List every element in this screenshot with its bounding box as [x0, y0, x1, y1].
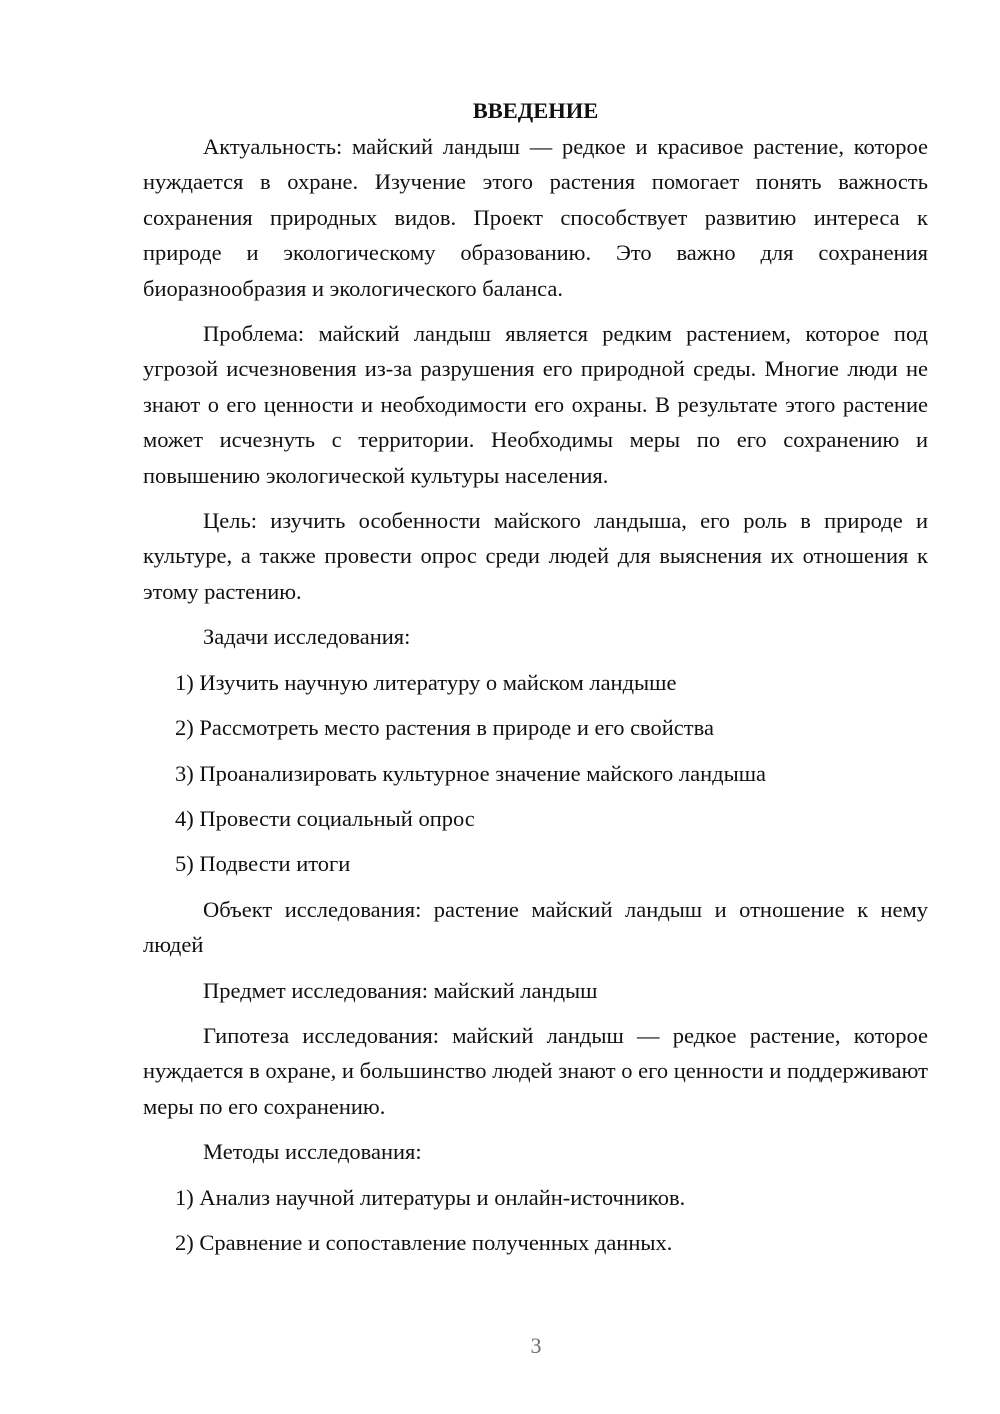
list-item: 1) Изучить научную литературу о майском ландыше — [175, 669, 677, 695]
methods-list — [143, 1180, 928, 1261]
tasks-list — [143, 665, 928, 882]
relevance-paragraph: Актуальность: майский ландыш — редкое и красивое растение, которое нуждается в охране. Изучение этого растения помогает понять важность сохранения природных видов. Проект способствует развитию интереса к природе и экологическому образованию. Это важно для сохранения биоразнообразия и экологического баланса. — [143, 134, 928, 301]
list-item: 3) Проанализировать культурное значение майского ландыша — [175, 760, 767, 786]
problem-paragraph: Проблема: майский ландыш является редким растением, которое под угрозой исчезновения из-за разрушения его природной среды. Многие люди не знают о его ценности и необходимости его охраны. В результате этого растение может исчезнуть с территории. Необходимы меры по его сохранению и повышению экологической культуры населения. — [143, 321, 928, 488]
subject-paragraph: Предмет исследования: майский ландыш — [203, 977, 598, 1003]
list-item: 1) Анализ научной литературы и онлайн-источников. — [175, 1184, 686, 1210]
page-number: 3 — [530, 1333, 542, 1358]
list-item: 2) Рассмотреть место растения в природе и его свойства — [175, 715, 714, 741]
methods-label: Методы исследования: — [203, 1139, 422, 1165]
document-body — [143, 93, 928, 1260]
list-item: 4) Провести социальный опрос — [175, 805, 475, 831]
tasks-label: Задачи исследования: — [203, 624, 411, 650]
list-item: 5) Подвести итоги — [175, 851, 351, 877]
list-item: 2) Сравнение и сопоставление полученных данных. — [175, 1229, 673, 1255]
goal-paragraph: Цель: изучить особенности майского ландыша, его роль в природе и культуре, а также провести опрос среди людей для выяснения их отношения к этому растению. — [143, 508, 928, 604]
object-paragraph: Объект исследования: растение майский ландыш и отношение к нему людей — [143, 896, 928, 958]
section-heading: ВВЕДЕНИЕ — [472, 98, 599, 123]
hypothesis-paragraph: Гипотеза исследования: майский ландыш — редкое растение, которое нуждается в охране, и большинство людей знают о его ценности и поддерживают меры по его сохранению. — [143, 1022, 928, 1119]
